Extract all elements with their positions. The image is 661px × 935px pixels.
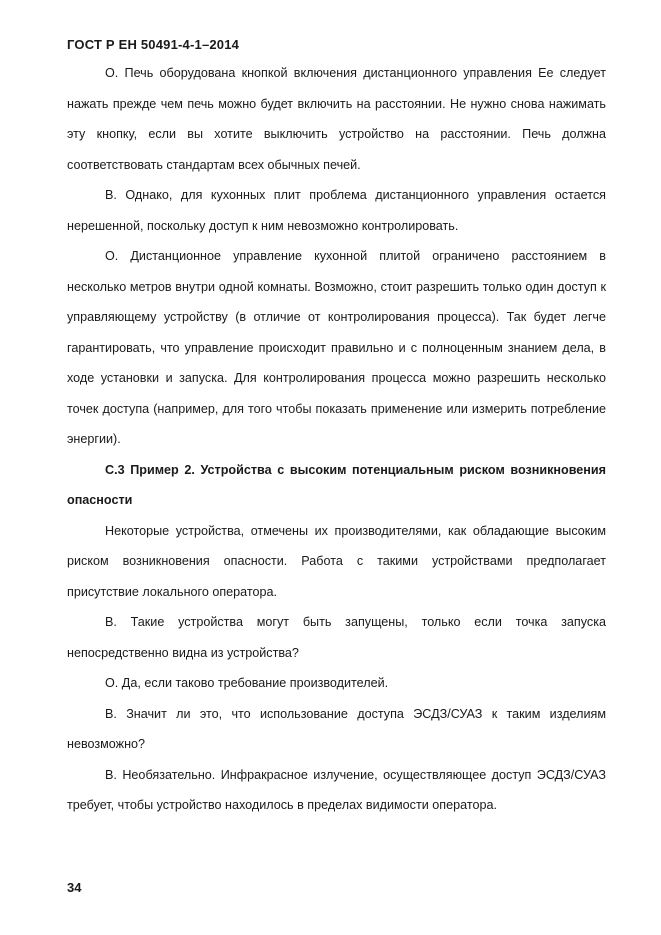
- paragraph-infrared-answer: В. Необязательно. Инфракрасное излучение, осуществляющее доступ ЭСДЗ/СУАЗ требует, чтобы устройство находилось в пределах видимости оператора.: [67, 767, 606, 812]
- paragraph-oven-remote-button: О. Печь оборудована кнопкой включения дистанционного управления Ее следует нажать прежде чем печь можно будет включить на расстоянии. Не нужно снова нажимать эту кнопку, если вы хотите выключить устройство на расстоянии. Печь должна соответствовать стандартам всех обычных печей.: [67, 66, 606, 172]
- document-body: [67, 58, 606, 821]
- page-number: 34: [67, 880, 82, 895]
- standard-code-header: ГОСТ Р ЕН 50491-4-1–2014: [67, 37, 240, 52]
- paragraph-access-question: В. Значит ли это, что использование доступа ЭСДЗ/СУАЗ к таким изделиям невозможно?: [67, 706, 606, 751]
- paragraph-cooktop-question: В. Однако, для кухонных плит проблема дистанционного управления остается нерешенной, поскольку доступ к ним невозможно контролировать.: [67, 188, 606, 233]
- paragraph-cooktop-answer: О. Дистанционное управление кухонной плитой ограничено расстоянием в несколько метров внутри одной комнаты. Возможно, стоит разрешить только один доступ к управляющему устройству (в отличие от контролирования процесса). Так будет легче гарантировать, что управление происходит правильно и с полноценным знанием дела, в ходе установки и запуска. Для контролирования процесса можно разрешить несколько точек доступа (например, для того чтобы показать применение или измерить потребление энергии).: [67, 249, 606, 446]
- paragraph-start-point-question: В. Такие устройства могут быть запущены, только если точка запуска непосредственно видна из устройства?: [67, 615, 606, 660]
- section-heading-c3: С.3 Пример 2. Устройства с высоким потенциальным риском возникновения опасности: [67, 462, 606, 507]
- paragraph-high-risk-devices: Некоторые устройства, отмечены их производителями, как обладающие высоким риском возникновения опасности. Работа с такими устройствами предполагает присутствие локального оператора.: [67, 523, 606, 599]
- paragraph-manufacturer-answer: О. Да, если таково требование производителей.: [105, 676, 389, 690]
